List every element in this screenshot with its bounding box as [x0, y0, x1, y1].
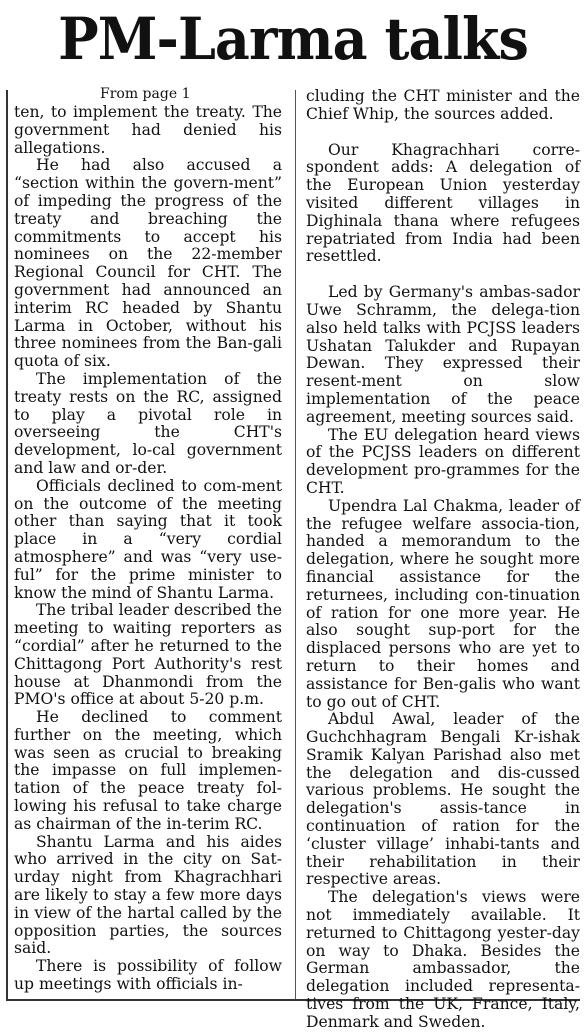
- paragraph: The EU delegation heard views of the PCJSS leaders on different development pro-grammes for the CHT.: [306, 425, 580, 497]
- article-column-left: [14, 104, 282, 994]
- left-border-rule: [6, 90, 8, 1000]
- paragraph: Abdul Awal, leader of the Guchchhagram Bengali Kr-ishak Sramik Kalyan Parishad also met the delegation and dis-cussed various problems. He sought the delegation's assis-tance in continuation of ration for the ‘cluster village’ inhabi-tants and their rehabilitation in their respective areas.: [306, 710, 580, 889]
- paragraph: He had also accused a “section within the govern-ment” of impeding the progress of the treaty and breaching the commitments to accept his nominees on the 22-member Regional Council for CHT. The government had announced an interim RC headed by Shantu Larma in October, without his three nominees from the Ban-gali quota of six.: [14, 156, 282, 371]
- column-divider: [295, 90, 296, 1000]
- paragraph: The delegation's views were not immediately available. It returned to Chittagong yester-day on way to Dhaka. Besides the German ambassador, the delegation included representa-tives from the UK, France, Italy, Denmark and Sweden.: [306, 888, 580, 1031]
- paragraph: The implementation of the treaty rests on the RC, assigned to play a pivotal role in overseeing the CHT's development, lo-cal government and law and or-der.: [14, 369, 282, 477]
- paragraph: The tribal leader described the meeting to waiting reporters as “cordial” after he returned to the Chittagong Port Authority's rest house at Dhanmondi from the PMO's office at about 5-20 p.m.: [14, 601, 282, 709]
- paragraph: He declined to comment further on the meeting, which was seen as crucial to breaking the impasse on full implemen-tation of the peace treaty fol-lowing his refusal to take charge as chairman of the in-terim RC.: [14, 708, 282, 833]
- paragraph: Officials declined to com-ment on the outcome of the meeting other than saying that it took place in a “very cordial atmosphere” and was “very use-ful” for the prime minister to know the mind of Shantu Larma.: [14, 476, 282, 602]
- paragraph: Shantu Larma and his aides who arrived in the city on Sat-urday night from Khagrachhari are likely to stay a few more days in view of the hartal called by the opposition parties, the sources said.: [14, 832, 282, 958]
- paragraph: Our Khagrachhari corre-spondent adds: A delegation of the European Union yesterday visited different villages in Dighinala thana where refugees repatriated from India had been resettled.: [306, 140, 580, 266]
- paragraph: Upendra Lal Chakma, leader of the refugee welfare associa-tion, handed a memorandum to the delegation, where he sought more financial assistance for the returnees, including con-tinuation of ration for one more year. He also sought sup-port for the displaced persons who are yet to return to their homes and assistance for Ben-galis who want to go out of CHT.: [306, 496, 580, 711]
- headline: PM-Larma talks: [58, 5, 528, 73]
- paragraph: Led by Germany's ambas-sador Uwe Schramm, the delega-tion also held talks with PCJSS leaders Ushatan Talukder and Rupayan Dewan. They expressed their resent-ment on slow implementation of the peace agreement, meeting sources said.: [306, 283, 580, 426]
- article-column-right: [306, 88, 580, 1032]
- paragraph: There is possibility of follow up meetings with officials in-: [14, 957, 282, 994]
- jump-line: From page 1: [100, 86, 191, 102]
- paragraph: cluding the CHT minister and the Chief Whip, the sources added.: [306, 87, 580, 123]
- paragraph: ten, to implement the treaty. The government had denied his allegations.: [14, 103, 282, 157]
